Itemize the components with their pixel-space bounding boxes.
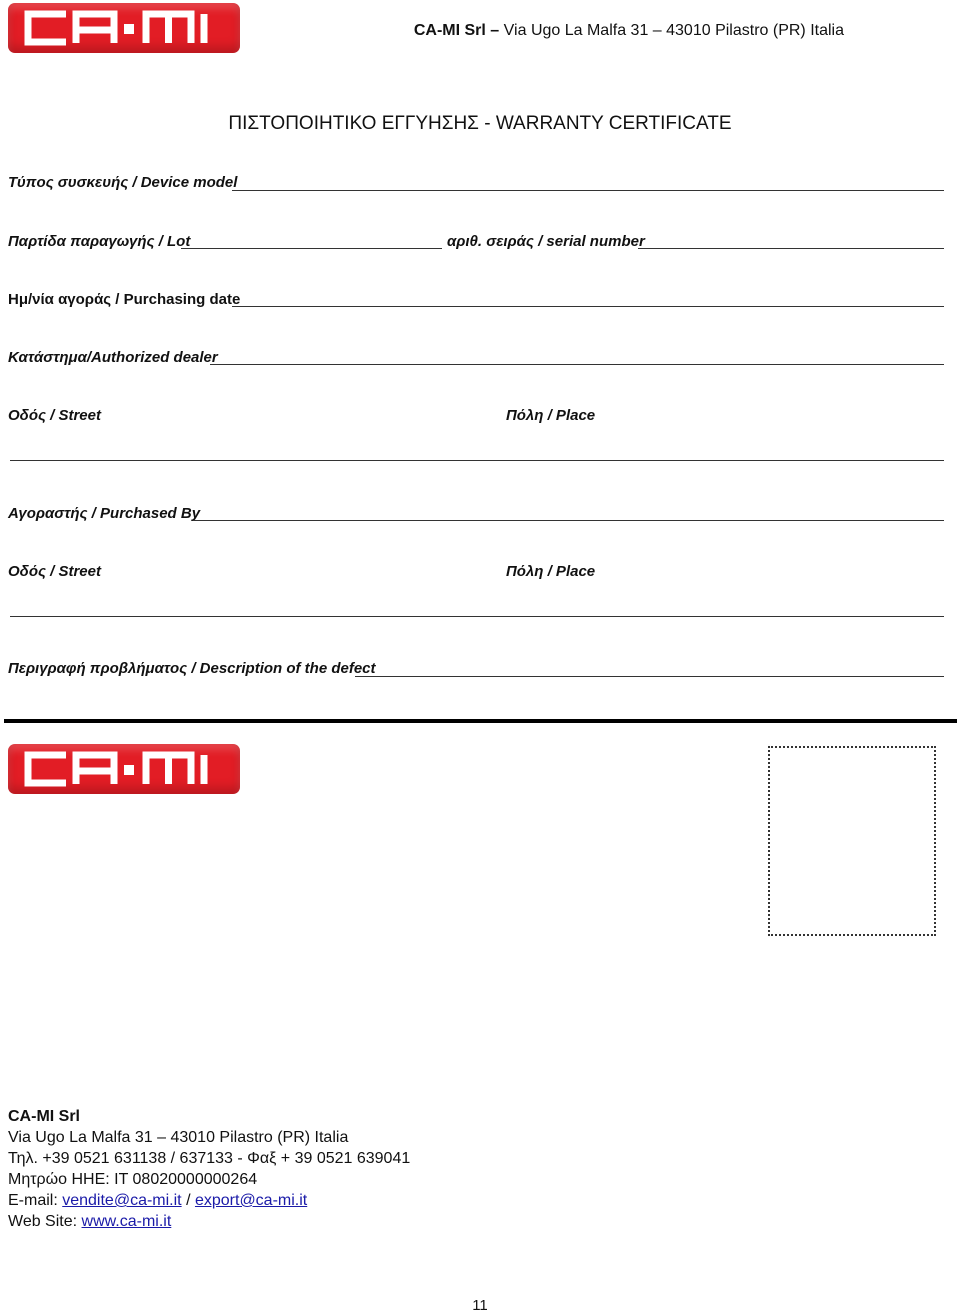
dealer-place-label: Πόλη / Place xyxy=(506,407,596,424)
defect-line[interactable] xyxy=(355,676,944,677)
serial-label: αριθ. σειράς / serial number xyxy=(447,233,645,250)
cami-logo-icon xyxy=(8,3,240,53)
defect-label: Περιγραφή προβλήματος / Description of the defect xyxy=(8,660,376,677)
footer-phone: Τηλ. +39 0521 631138 / 637133 - Φαξ + 39 0521 639041 xyxy=(8,1150,411,1167)
email-link-vendite[interactable]: vendite@ca-mi.it xyxy=(62,1192,182,1209)
purchase-date-label: Ημ/νία αγοράς / Purchasing date xyxy=(8,291,241,308)
website-link[interactable]: www.ca-mi.it xyxy=(81,1213,172,1230)
device-model-label: Τύπος συσκευής / Device model xyxy=(8,174,238,191)
cami-logo-icon xyxy=(8,744,240,794)
footer-address: Via Ugo La Malfa 31 – 43010 Pilastro (PR) Italia xyxy=(8,1129,349,1146)
footer-email-label: E-mail: xyxy=(8,1192,63,1209)
page-title: ΠΙΣΤΟΠΟΙΗΤΙΚΟ ΕΓΓΥΗΣΗΣ - WARRANTY CERTIFICATE xyxy=(228,113,732,134)
buyer-street-label: Οδός / Street xyxy=(8,563,101,580)
header-company-name: CA-MI Srl xyxy=(413,22,486,39)
header-company-line xyxy=(414,22,844,40)
device-model-line[interactable] xyxy=(232,190,944,191)
cami-logo-bottom xyxy=(8,744,240,794)
buyer-address-line[interactable] xyxy=(10,616,944,617)
lot-line[interactable] xyxy=(181,248,442,249)
footer-web-row xyxy=(8,1211,410,1232)
dealer-stamp-box xyxy=(768,746,936,936)
dealer-label: Κατάστημα/Authorized dealer xyxy=(8,349,218,366)
footer-web-label: Web Site: xyxy=(8,1213,82,1230)
dealer-street-label: Οδός / Street xyxy=(8,407,101,424)
lot-label: Παρτίδα παραγωγής / Lot xyxy=(8,233,191,250)
purchase-date-line[interactable] xyxy=(232,306,944,307)
email-link-export[interactable]: export@ca-mi.it xyxy=(194,1192,308,1209)
footer-email-separator: / xyxy=(181,1192,195,1209)
footer-email-row xyxy=(8,1190,410,1211)
purchased-by-label: Αγοραστής / Purchased By xyxy=(8,505,201,522)
header-dash: – xyxy=(490,22,500,39)
purchased-by-line[interactable] xyxy=(193,520,944,521)
footer-company-name: CA-MI Srl xyxy=(8,1108,80,1125)
page-number: 11 xyxy=(472,1297,488,1314)
footer-contact xyxy=(8,1106,410,1232)
dealer-line[interactable] xyxy=(210,364,944,365)
dealer-address-line[interactable] xyxy=(10,460,944,461)
serial-line[interactable] xyxy=(638,248,944,249)
footer-registry: Μητρώο ΗΗΕ: IT 08020000000264 xyxy=(8,1171,258,1188)
cami-logo-top xyxy=(8,3,240,53)
header-address: Via Ugo La Malfa 31 – 43010 Pilastro (PR) Italia xyxy=(503,22,844,39)
section-divider xyxy=(4,719,957,723)
buyer-place-label: Πόλη / Place xyxy=(506,563,596,580)
